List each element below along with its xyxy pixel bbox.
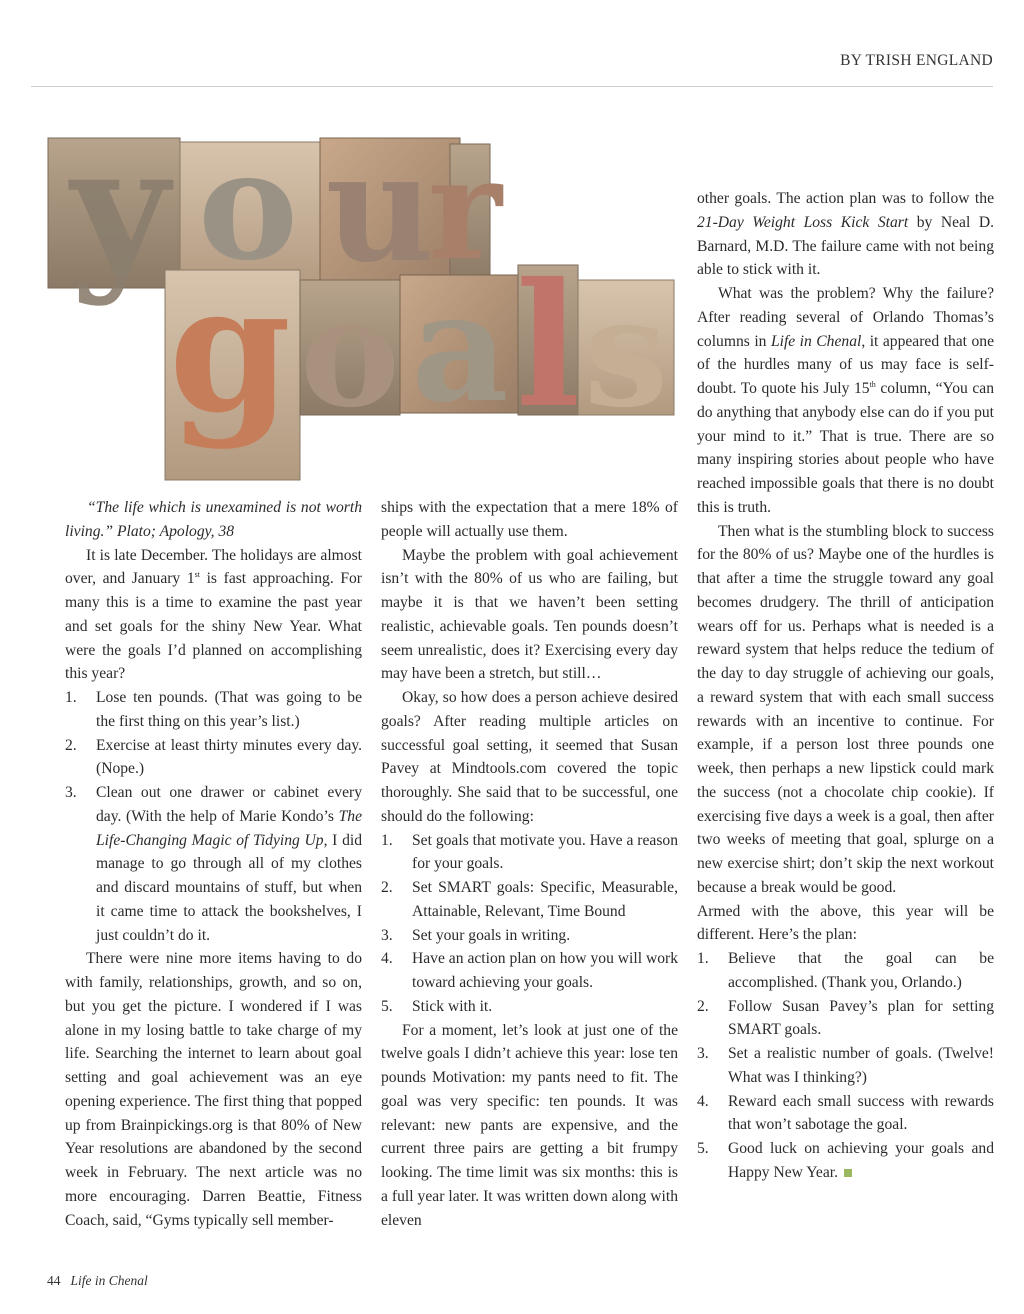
paragraph: What was the problem? Why the failure? After reading several of Orlando Thomas’s columns in Life in Chenal, it appeared that one of the hurdles many of us may face is self-doubt. To quote his July 15th column, “You can do anything that anybody else can do if you put your mind to it.” That is true. There are so many inspiring stories about people who have reached impossible goals that there is no doubt this is truth. <box>697 285 994 516</box>
paragraph: Okay, so how does a person achieve desired goals? After reading multiple articles on successful goal setting, it seemed that Susan Pavey at Mindtools.com covered the topic thoroughly. She said that to be successful, one should do the following: <box>381 689 678 825</box>
steps-list <box>381 829 678 1019</box>
paragraph: other goals. The action plan was to follow the 21-Day Weight Loss Kick Start by Neal D. Barnard, M.D. The failure came with not being able to stick with it. <box>697 190 995 279</box>
art-letter-y: y <box>70 130 170 309</box>
list-item: 3. Set a realistic number of goals. (Twelve! What was I thinking?) <box>697 1045 994 1086</box>
art-letter-a: a <box>411 260 509 436</box>
list-item: 3. Clean out one drawer or cabinet every day. (With the help of Marie Kondo’s The Life-Changing Magic of Tidying Up, I did manage to go through all of my clothes and discard mountains of stuff, but when it came time to attack the bookshelves, I just couldn’t do it. <box>65 784 362 944</box>
header-rule <box>31 86 993 87</box>
column-3 <box>697 187 994 1185</box>
list-item: 1. Lose ten pounds. (That was going to be the first thing on this year’s list.) <box>65 689 362 730</box>
page-number: 44 <box>47 1273 61 1288</box>
paragraph: For a moment, let’s look at just one of the twelve goals I didn’t achieve this year: lose ten pounds Motivation: my pants need to fit. The goal was very specific: ten pounds. It was relevant: new pants are expensive, and the current three pairs are getting a bit frumpy looking. The time limit was six months: this is a full year later. It was written down along with eleven <box>381 1021 678 1229</box>
list-item: 5. Stick with it. <box>381 997 493 1015</box>
paragraph: Armed with the above, this year will be different. Here’s the plan: <box>697 902 994 944</box>
list-item: 5. Good luck on achieving your goals and Happy New Year. <box>697 1140 994 1181</box>
column-2 <box>381 496 678 1232</box>
end-of-article-mark <box>844 1169 852 1177</box>
paragraph: ships with the expectation that a mere 18% of people will actually use them. <box>381 499 678 540</box>
list-item: 1. Set goals that motivate you. Have a reason for your goals. <box>381 831 678 873</box>
list-item: 2. Exercise at least thirty minutes every day. (Nope.) <box>65 736 362 778</box>
paragraph: There were nine more items having to do with family, relationships, growth, and so on, but you get the picture. I wondered if I was alone in my losing battle to take charge of my life. Searching the internet to learn about goal setting and goal achievement was an eye opening experience. The first thing that popped up from Brainpickings.org is that 80% of New Year resolutions are abandoned by the second week in February. The next article was no more encouraging. Darren Beattie, Fitness Coach, said, “Gyms typically sell member- <box>65 950 362 1229</box>
list-item: 1. Believe that the goal can be accomplished. (Thank you, Orlando.) <box>697 950 994 991</box>
art-letter-g: g <box>168 247 292 452</box>
plan-list <box>697 947 994 1185</box>
art-letter-l: l <box>515 246 581 446</box>
paragraph: Maybe the problem with goal achievement isn’t with the 80% of us who are failing, but maybe it is that we haven’t been setting realistic, achievable goals. Ten pounds doesn’t seem unrealistic, does it? Exercising every day may have been a stretch, but still… <box>381 546 678 683</box>
art-letter-o: o <box>197 130 299 294</box>
list-item: 4. Reward each small success with rewards that won’t sabotage the goal. <box>697 1092 994 1134</box>
column-1 <box>65 496 362 1232</box>
goals-list <box>65 686 362 947</box>
art-letter-r: r <box>428 130 502 292</box>
your-goals-letterpress-image <box>30 130 680 485</box>
art-letter-o2: o <box>299 265 401 441</box>
byline: BY TRISH ENGLAND <box>840 52 993 69</box>
list-item: 4. Have an action plan on how you will work toward achieving your goals. <box>381 950 678 991</box>
art-letter-s: s <box>583 265 669 441</box>
list-item: 2. Follow Susan Pavey’s plan for setting SMART goals. <box>697 997 994 1039</box>
list-item: 2. Set SMART goals: Specific, Measurable, Attainable, Relevant, Time Bound <box>381 879 678 920</box>
publication-name: Life in Chenal <box>70 1273 148 1288</box>
paragraph: It is late December. The holidays are almost over, and January 1st is fast approaching. For many this is a time to examine the past year and set goals for the shiny New Year. What were the goals I’d planned on accomplishing this year? <box>65 546 362 683</box>
list-item: 3. Set your goals in writing. <box>381 926 571 944</box>
paragraph: Then what is the stumbling block to success for the 80% of us? Maybe one of the hurdles is that after a time the struggle toward any goal becomes drudgery. The thrill of anticipation wears off for us. Perhaps what is needed is a reward system that helps reduce the tedium of the day to day struggle of achieving our goals, a reward system that with each small success rewards with an incentive to continue. For example, if a person lost three pounds one week, then perhaps a new lipstick could mark the success (not a chocolate chip cookie). If exercising five days a week is a goal, then after two weeks of meeting that goal, splurge on a new exercise shirt; don’t skip the next workout because a break would be good. <box>697 522 994 896</box>
page-footer <box>47 1273 148 1289</box>
art-letter-u: u <box>325 130 435 296</box>
epigraph-quote: “The life which is unexamined is not worth living.” Plato; Apology, 38 <box>65 499 362 540</box>
